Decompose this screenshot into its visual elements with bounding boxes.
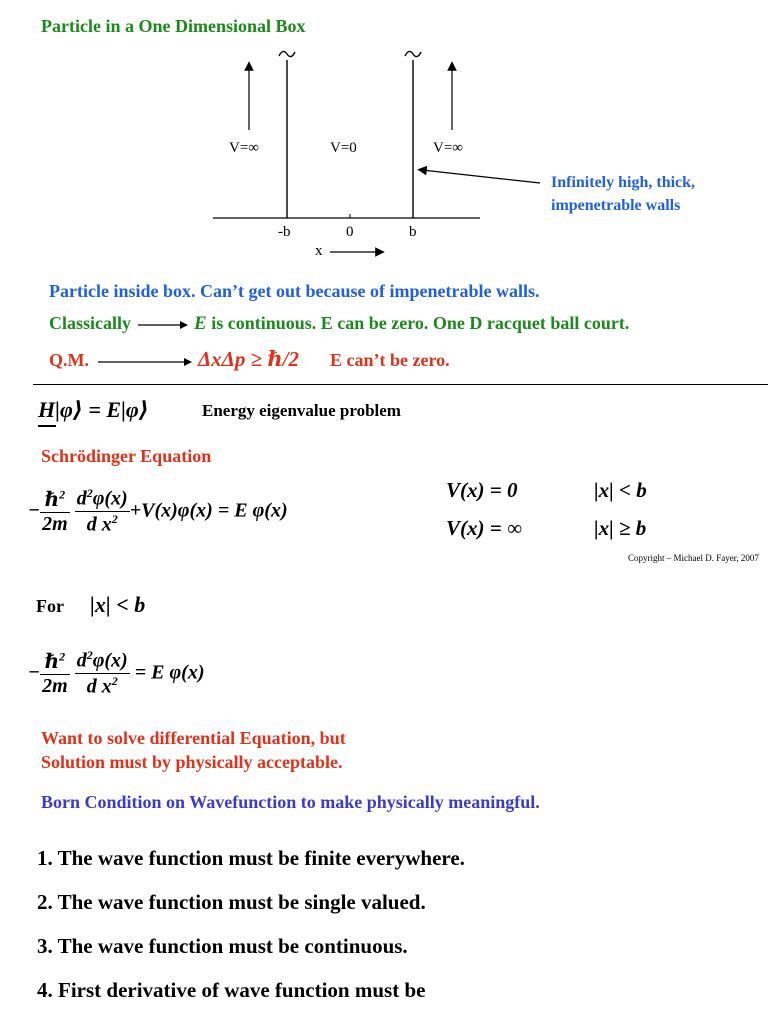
uncertainty-relation: ΔxΔp ≥ ℏ/2 bbox=[198, 347, 299, 371]
box-diagram bbox=[0, 0, 768, 270]
qm-label: Q.M. bbox=[49, 350, 89, 370]
divider bbox=[33, 384, 768, 385]
potential-outside: V(x) = ∞ bbox=[446, 516, 522, 540]
condition-item-1: 1. The wave function must be finite everywhere. bbox=[37, 846, 465, 870]
right-wall-break bbox=[405, 51, 421, 56]
v-mid-label: V=0 bbox=[330, 140, 357, 156]
classically-energy: E bbox=[194, 313, 207, 334]
v-right-label: V=∞ bbox=[433, 140, 463, 156]
tick-neg-b-label: -b bbox=[278, 224, 291, 240]
for-condition: |x| < b bbox=[90, 592, 146, 617]
tick-zero-label: 0 bbox=[346, 224, 354, 240]
solve-note-line-1: Want to solve differential Equation, but bbox=[41, 728, 346, 748]
classically-text: is continuous. E can be zero. One D racquet ball court. bbox=[206, 313, 630, 333]
tick-b-label: b bbox=[409, 224, 417, 240]
condition-item-4: 4. First derivative of wave function must be bbox=[37, 978, 426, 1002]
schrodinger-equation: − $\frac{\hbar^2}{2m}$ $\frac{d^2\varphi(x)}{d x^2}$ +V(x)φ(x) = E φ(x) bbox=[28, 486, 288, 536]
eigen-underline bbox=[38, 425, 56, 427]
condition-item-2: 2. The wave function must be single valued. bbox=[37, 890, 426, 914]
v-left-label: V=∞ bbox=[229, 140, 259, 156]
annotation-line-1: Infinitely high, thick, bbox=[551, 174, 696, 191]
left-wall-break bbox=[279, 51, 295, 56]
condition-inside: |x| < b bbox=[594, 478, 647, 502]
schrodinger-heading: Schrödinger Equation bbox=[41, 446, 212, 466]
eigen-label: Energy eigenvalue problem bbox=[202, 401, 401, 420]
qm-arrow bbox=[94, 356, 194, 368]
eigen-equation: H|φ⟩ = E|φ⟩ bbox=[38, 397, 149, 422]
copyright: Copyright – Michael D. Fayer, 2007 bbox=[628, 553, 759, 563]
condition-outside: |x| ≥ b bbox=[594, 516, 647, 540]
annotation-line-2: impenetrable walls bbox=[551, 197, 681, 214]
qm-row bbox=[49, 346, 450, 372]
intro-line-1: Particle inside box. Can’t get out because of impenetrable walls. bbox=[49, 281, 540, 301]
page-title: Particle in a One Dimensional Box bbox=[41, 16, 306, 36]
x-axis-label: x bbox=[315, 243, 323, 259]
reduced-equation: − $\frac{\hbar^2}{2m}$ $\frac{d^2\varphi(x)}{d x^2}$ = E φ(x) bbox=[28, 648, 205, 698]
annotation-arrow bbox=[422, 170, 540, 183]
classically-row bbox=[49, 313, 629, 335]
potential-inside: V(x) = 0 bbox=[446, 478, 518, 502]
for-label: For bbox=[36, 596, 64, 616]
solve-note-line-2: Solution must by physically acceptable. bbox=[41, 752, 343, 772]
classically-label: Classically bbox=[49, 313, 132, 333]
classically-arrow bbox=[136, 319, 190, 331]
born-heading: Born Condition on Wavefunction to make physically meaningful. bbox=[41, 792, 540, 812]
condition-item-3: 3. The wave function must be continuous. bbox=[37, 934, 408, 958]
qm-text: E can’t be zero. bbox=[329, 350, 450, 370]
